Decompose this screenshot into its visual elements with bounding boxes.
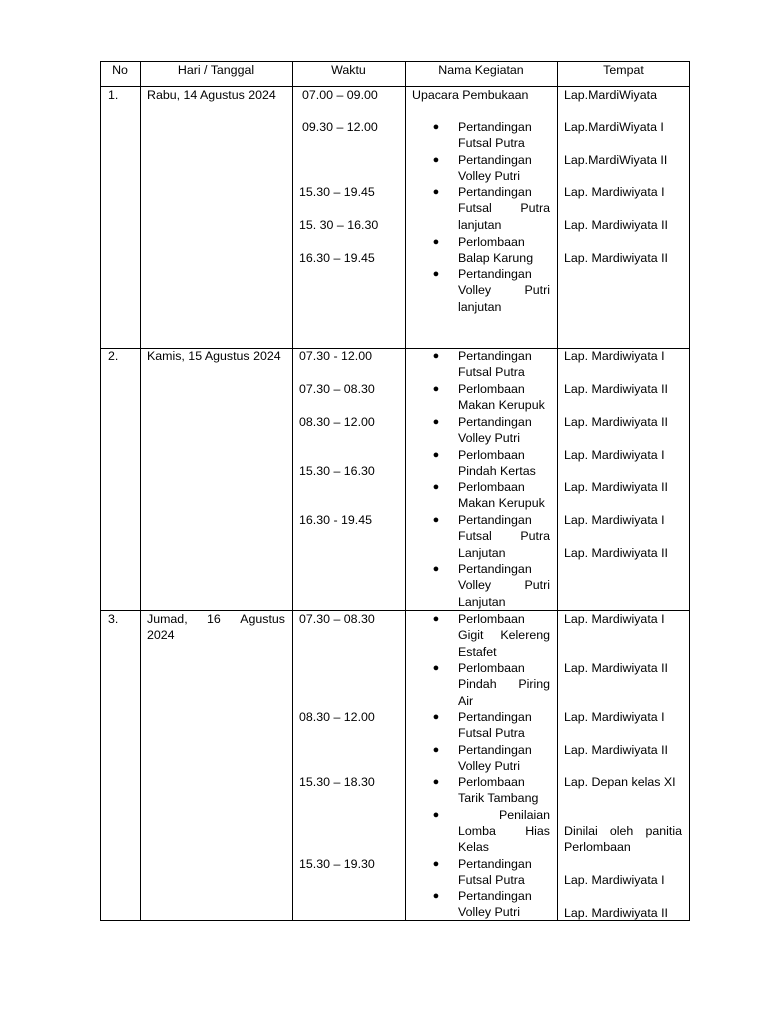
- time-slot: 07.00 – 09.00: [302, 88, 378, 102]
- place-item: Lap. Mardiwiyata II: [564, 251, 668, 265]
- bullet-icon: ●: [432, 383, 440, 395]
- opening-activity: Upacara Pembukaan: [412, 88, 529, 102]
- column-divider: [405, 61, 406, 921]
- activity-item: Penilaian: [499, 808, 550, 822]
- bullet-icon: ●: [432, 776, 440, 788]
- column-divider: [140, 61, 141, 921]
- time-slot: 07.30 – 08.30: [299, 612, 375, 626]
- row-date: Rabu, 14 Agustus 2024: [147, 88, 276, 102]
- place-item: Lap. Mardiwiyata II: [564, 906, 668, 920]
- bullet-icon: ●: [432, 154, 440, 166]
- bullet-icon: ●: [432, 514, 440, 526]
- place-item: Lap. Mardiwiyata II: [564, 382, 668, 396]
- place-item: Lap. Mardiwiyata I: [564, 513, 665, 527]
- activity-item: Perlombaan Pindah Kertas: [458, 448, 536, 479]
- activity-item: Pertandingan Futsal Putra: [458, 349, 532, 380]
- time-slot: 16.30 - 19.45: [299, 513, 373, 527]
- bullet-icon: ●: [432, 416, 440, 428]
- activity-item: Perlombaan Gigit Kelereng Estafet: [458, 612, 550, 659]
- time-slot: 08.30 – 12.00: [299, 415, 375, 429]
- time-slot: 15.30 – 19.45: [299, 185, 375, 199]
- time-slot: 09.30 – 12.00: [302, 120, 378, 134]
- bullet-icon: ●: [432, 890, 440, 902]
- activity-item: Pertandingan Futsal Putra: [458, 120, 532, 151]
- column-divider: [557, 61, 558, 921]
- bullet-icon: ●: [432, 662, 440, 674]
- header-activity: Nama Kegiatan: [438, 63, 524, 77]
- activity-item: Pertandingan Volley Putri: [458, 889, 532, 920]
- time-slot: 15.30 – 18.30: [299, 775, 375, 789]
- row-number: 3.: [108, 612, 119, 626]
- header-no: No: [112, 63, 128, 77]
- bullet-icon: ●: [432, 121, 440, 133]
- time-slot: 15.30 – 19.30: [299, 857, 375, 871]
- bullet-icon: ●: [432, 858, 440, 870]
- activity-item: Pertandingan Volley Putri: [458, 743, 532, 774]
- row-number: 2.: [108, 349, 119, 363]
- place-item: Lap. Mardiwiyata I: [564, 349, 665, 363]
- bullet-icon: ●: [432, 613, 440, 625]
- row-date: Kamis, 15 Agustus 2024: [147, 349, 281, 363]
- header-place: Tempat: [603, 63, 644, 77]
- activity-item: Perlombaan Makan Kerupuk: [458, 382, 545, 413]
- time-slot: 15.30 – 16.30: [299, 464, 375, 478]
- activity-item: Pertandingan Futsal Putra: [458, 857, 532, 888]
- activity-item: Pertandingan Futsal Putra lanjutan: [458, 185, 550, 232]
- row-date-year: 2024: [147, 628, 175, 642]
- place-item: Lap. Mardiwiyata I: [564, 448, 665, 462]
- row-number: 1.: [108, 88, 119, 102]
- time-slot: 07.30 – 08.30: [299, 382, 375, 396]
- time-slot: 07.30 - 12.00: [299, 349, 373, 363]
- place-item: Lap. Mardiwiyata II: [564, 661, 668, 675]
- bullet-icon: ●: [432, 268, 440, 280]
- column-divider: [292, 61, 293, 921]
- bullet-icon: ●: [432, 711, 440, 723]
- time-slot: 16.30 – 19.45: [299, 251, 375, 265]
- place-item: Lap. Mardiwiyata I: [564, 873, 665, 887]
- place-item: Lap. Mardiwiyata I: [564, 612, 665, 626]
- activity-item: Perlombaan Tarik Tambang: [458, 775, 539, 806]
- bullet-icon: ●: [432, 481, 440, 493]
- activity-item: Perlombaan Balap Karung: [458, 235, 534, 266]
- header-time: Waktu: [331, 63, 366, 77]
- activity-item: Pertandingan Volley Putri Lanjutan: [458, 562, 550, 609]
- bullet-icon: ●: [432, 449, 440, 461]
- place-item: Lap. Mardiwiyata II: [564, 546, 668, 560]
- bullet-icon: ●: [432, 350, 440, 362]
- place-item: Lap. Mardiwiyata II: [564, 218, 668, 232]
- place-item: Lap. Mardiwiyata II: [564, 415, 668, 429]
- bullet-icon: ●: [432, 809, 440, 821]
- place-item: Dinilai oleh panitia: [564, 824, 682, 838]
- place-item: Lap. Mardiwiyata I: [564, 185, 665, 199]
- place-item-cont: Perlombaan: [564, 840, 631, 854]
- activity-item-cont: Lomba Hias: [458, 824, 550, 838]
- place-item: Lap.MardiWiyata: [564, 88, 657, 102]
- time-slot: 15. 30 – 16.30: [299, 218, 379, 232]
- activity-item: Pertandingan Volley Putri: [458, 153, 532, 184]
- activity-item-cont: Kelas: [458, 840, 489, 854]
- activity-item: Pertandingan Futsal Putra Lanjutan: [458, 513, 550, 560]
- activity-item: Perlombaan Makan Kerupuk: [458, 480, 545, 511]
- bullet-icon: ●: [432, 563, 440, 575]
- header-date: Hari / Tanggal: [177, 63, 255, 77]
- activity-item: Perlombaan Pindah Piring Air: [458, 661, 550, 708]
- bullet-icon: ●: [432, 236, 440, 248]
- place-item: Lap. Mardiwiyata II: [564, 480, 668, 494]
- activity-item: Pertandingan Volley Putri lanjutan: [458, 267, 550, 314]
- time-slot: 08.30 – 12.00: [299, 710, 375, 724]
- bullet-icon: ●: [432, 744, 440, 756]
- row-date: Jumad, 16 Agustus: [147, 612, 285, 626]
- place-item: Lap.MardiWiyata I: [564, 120, 664, 134]
- place-item: Lap. Mardiwiyata I: [564, 710, 665, 724]
- bullet-icon: ●: [432, 186, 440, 198]
- place-item: Lap. Depan kelas XI: [564, 775, 676, 789]
- activity-item: Pertandingan Volley Putri: [458, 415, 532, 446]
- activity-item: Pertandingan Futsal Putra: [458, 710, 532, 741]
- place-item: Lap. Mardiwiyata II: [564, 743, 668, 757]
- place-item: Lap.MardiWiyata II: [564, 153, 668, 167]
